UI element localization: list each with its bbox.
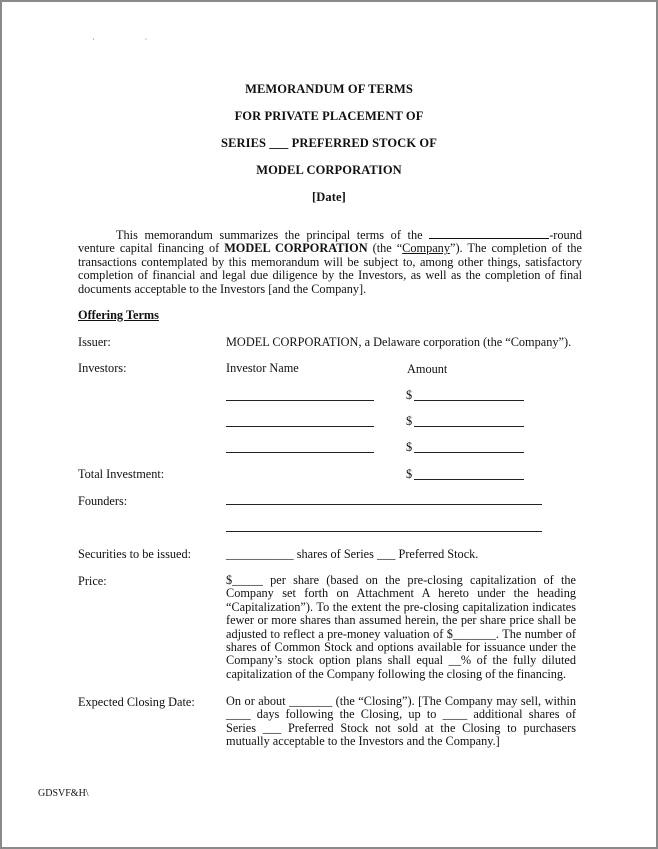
price-paragraph: $_____ per share (based on the pre-closing capitalization of the Company set forth on Attachment A hereto under the heading “Capitalization”). To the extent the pre-closing capitalization indicates fewer or more shares than assumed herein, the per share price shall be adjusted to reflect a pre-money valuation of $_______. The number of shares of Common Stock and options available for issuance under the Company’s stock option plans shall equal __% of the fully diluted capitalization of the Company following the closing of the financing. xyxy=(226,573,576,681)
section-heading-offering-terms: Offering Terms xyxy=(78,308,159,322)
securities-label: Securities to be issued: xyxy=(78,547,192,561)
founders-label: Founders: xyxy=(78,494,128,508)
amount-blank-1 xyxy=(414,400,524,401)
title-line-1: MEMORANDUM OF TERMS xyxy=(245,82,413,96)
intro-company-name: MODEL CORPORATION xyxy=(224,241,368,256)
intro-company-defined: Company xyxy=(402,241,450,256)
document-footer-code: GDSVF&H\ xyxy=(38,788,89,799)
closing-paragraph: On or about _______ (the “Closing”). [The Company may sell, within ____ days following the Closing, up to ____ additional shares of Series ___ Preferred Stock not sold at the Closing to purchasers mutually acceptable to the Investors and the Company.] xyxy=(226,694,576,749)
intro-text-3: (the “ xyxy=(367,241,403,256)
securities-value: ___________ shares of Series ___ Preferred Stock. xyxy=(226,547,479,561)
investor-name-header: Investor Name xyxy=(226,361,299,375)
intro-text-1: This memorandum summarizes the principal terms of the xyxy=(116,228,430,242)
title-date: [Date] xyxy=(312,190,346,204)
amount-dollar-2: $ xyxy=(406,414,413,428)
issuer-label: Issuer: xyxy=(78,335,111,349)
total-amount-blank xyxy=(414,479,524,480)
founders-blank-1 xyxy=(226,504,542,505)
closing-date-label: Expected Closing Date: xyxy=(78,695,195,709)
amount-blank-2 xyxy=(414,426,524,427)
investor-name-blank-2 xyxy=(226,426,374,427)
investor-name-blank-3 xyxy=(226,452,374,453)
amount-dollar-3: $ xyxy=(406,440,413,454)
scan-specks: · · xyxy=(92,35,172,44)
intro-text-4: ”). The completion of the transactions contemplated by this memorandum will be subject to, among other things, satisfactory completion of financial and legal due diligence by the Investors, as well as the completion of final documents acceptable to the Investors [and the Company]. xyxy=(78,241,582,296)
amount-blank-3 xyxy=(414,452,524,453)
issuer-value xyxy=(226,335,571,350)
amount-dollar-1: $ xyxy=(406,388,413,402)
intro-paragraph xyxy=(78,228,582,296)
title-line-3: SERIES ___ PREFERRED STOCK OF xyxy=(221,136,437,150)
investors-label: Investors: xyxy=(78,361,127,375)
issuer-name: MODEL CORPORATION xyxy=(226,335,359,349)
issuer-description: , a Delaware corporation (the “Company”). xyxy=(358,335,572,349)
founders-blank-2 xyxy=(226,531,542,532)
round-blank xyxy=(429,228,549,239)
amount-header: Amount xyxy=(407,362,448,376)
title-line-4: MODEL CORPORATION xyxy=(256,163,402,177)
title-line-2: FOR PRIVATE PLACEMENT OF xyxy=(234,109,424,123)
investor-name-blank-1 xyxy=(226,400,374,401)
total-dollar: $ xyxy=(406,467,413,481)
price-label: Price: xyxy=(78,574,107,588)
intro-text-2: -round venture capital financing of xyxy=(78,228,582,256)
total-investment-label: Total Investment: xyxy=(78,467,165,481)
